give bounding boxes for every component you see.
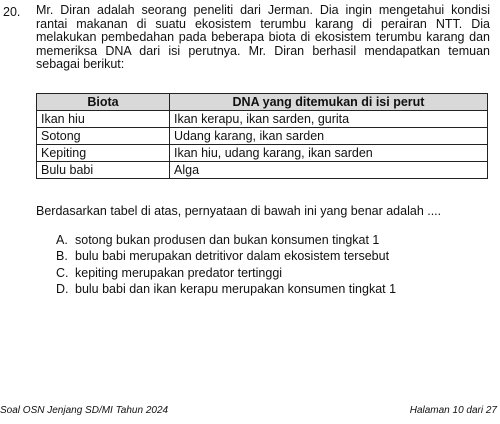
cell-biota: Sotong xyxy=(37,128,170,145)
table-row xyxy=(37,162,488,179)
option-c[interactable] xyxy=(56,265,396,281)
option-letter: D. xyxy=(56,281,69,296)
table-row xyxy=(37,145,488,162)
cell-dna: Ikan hiu, udang karang, ikan sarden xyxy=(170,145,488,162)
option-text: sotong bukan produsen dan bukan konsumen tingkat 1 xyxy=(75,233,380,247)
header-biota: Biota xyxy=(37,94,170,111)
option-text: bulu babi merupakan detritivor dalam ekosistem tersebut xyxy=(75,249,390,264)
table-row xyxy=(37,111,488,128)
cell-dna: Alga xyxy=(170,162,488,179)
cell-biota: Bulu babi xyxy=(37,162,170,179)
question-stem: Mr. Diran adalah seorang peneliti dari Jerman. Dia ingin mengetahui kondisi rantai makanan di suatu ekosistem terumbu karang di perairan NTT. Dia melakukan pembedahan pada beberapa biota di ekosistem terumbu karang dan memeriksa DNA dari isi perutnya. Mr. Diran berhasil mendapatkan temuan sebagai berikut: xyxy=(36,3,490,72)
option-a[interactable] xyxy=(56,232,396,248)
option-text: kepiting merupakan predator tertinggi xyxy=(75,265,283,280)
answer-options xyxy=(56,232,396,297)
cell-biota: Ikan hiu xyxy=(37,111,170,128)
footer-page-number: Halaman 10 dari 27 xyxy=(409,405,497,416)
option-letter: C. xyxy=(56,265,69,280)
cell-dna: Ikan kerapu, ikan sarden, gurita xyxy=(170,111,488,128)
question-number: 20. xyxy=(3,5,21,19)
footer-exam-title: Soal OSN Jenjang SD/MI Tahun 2024 xyxy=(0,405,169,416)
option-b[interactable] xyxy=(56,248,396,264)
option-text: bulu babi dan ikan kerapu merupakan konsumen tingkat 1 xyxy=(75,281,397,296)
option-letter: B. xyxy=(56,249,68,264)
dna-table xyxy=(36,93,488,179)
option-d[interactable] xyxy=(56,281,396,297)
cell-dna: Udang karang, ikan sarden xyxy=(170,128,488,145)
cell-biota: Kepiting xyxy=(37,145,170,162)
option-letter: A. xyxy=(56,233,68,247)
table-row xyxy=(37,128,488,145)
table-header-row xyxy=(37,94,488,111)
header-dna: DNA yang ditemukan di isi perut xyxy=(170,94,488,111)
question-prompt: Berdasarkan tabel di atas, pernyataan di bawah ini yang benar adalah .... xyxy=(36,204,442,218)
